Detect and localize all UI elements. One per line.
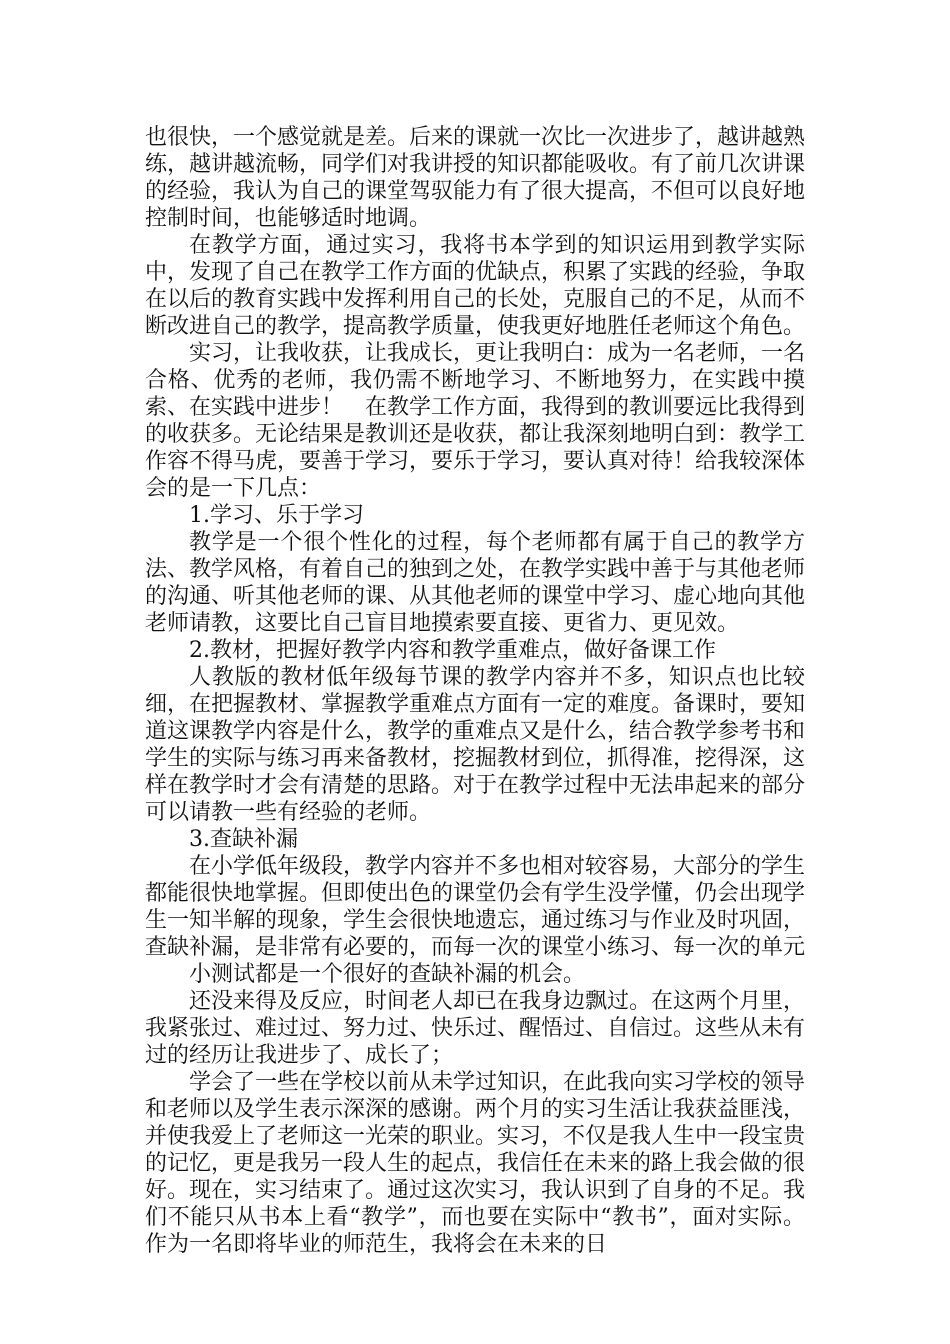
section-heading-3: 3.查缺补漏 xyxy=(189,827,298,852)
paragraph-2: 在教学方面，通过实习，我将书本学到的知识运用到教学实际中，发现了自己在教学工作方面的优缺点，积累了实践的经验，争取在以后的教育实践中发挥利用自己的长处，克服自己的不足，从而不断改进自己的教学，提高教学质量，使我更好地胜任老师这个角色。 xyxy=(145,233,806,339)
paragraph-5: 人教版的教材低年级每节课的教学内容并不多，知识点也比较细，在把握教材、掌握教学重难点方面有一定的难度。备课时，要知道这课教学内容是什么，教学的重难点又是什么，结合教学参考书和学生的实际与练习再来备教材，挖掘教材到位，抓得准，挖得深，这样在教学时才会有清楚的思路。对于在教学过程中无法串起来的部分可以请教一些有经验的老师。 xyxy=(145,665,806,825)
paragraph-1: 也很快，一个感觉就是差。后来的课就一次比一次进步了，越讲越熟练，越讲越流畅，同学们对我讲授的知识都能吸收。有了前几次讲课的经验，我认为自己的课堂驾驭能力有了很大提高，不但可以良好地控制时间，也能够适时地调。 xyxy=(145,125,806,231)
paragraph-6: 在小学低年级段，教学内容并不多也相对较容易，大部分的学生都能很快地掌握。但即使出色的课堂仍会有学生没学懂，仍会出现学生一知半解的现象，学生会很快地遗忘，通过练习与作业及时巩固，查缺补漏，是非常有必要的，而每一次的课堂小练习、每一次的单元 xyxy=(145,854,806,960)
paragraph-4: 教学是一个很个性化的过程，每个老师都有属于自己的教学方法、教学风格，有着自己的独到之处，在教学实践中善于与其他老师的沟通、听其他老师的课、从其他老师的课堂中学习、虚心地向其他老师请教，这要比自己盲目地摸索要直接、更省力、更见效。 xyxy=(145,530,806,636)
section-heading-1: 1.学习、乐于学习 xyxy=(189,503,364,528)
section-heading-2: 2.教材，把握好教学内容和教学重难点，做好备课工作 xyxy=(189,638,716,663)
paragraph-9: 学会了一些在学校以前从未学过知识，在此我向实习学校的领导和老师以及学生表示深深的感谢。两个月的实习生活让我获益匪浅，并使我爱上了老师这一光荣的职业。实习，不仅是我人生中一段宝贵的记忆，更是我另一段人生的起点，我信任在未来的路上我会做的很好。现在，实习结束了。通过这次实习，我认识到了自身的不足。我们不能只从书本上看“教学”，而也要在实际中“教书”，面对实际。作为一名即将毕业的师范生，我将会在未来的日 xyxy=(145,1070,806,1257)
paragraph-3: 实习，让我收获，让我成长，更让我明白：成为一名老师，一名合格、优秀的老师，我仍需不断地学习、不断地努力，在实践中摸索、在实践中进步！ 在教学工作方面，我得到的教训要远比我得到的收获多。无论结果是教训还是收获，都让我深刻地明白到：教学工作容不得马虎，要善于学习，要乐于学习，要认真对待！给我较深体会的是一下几点： xyxy=(145,341,806,501)
paragraph-8: 还没来得及反应，时间老人却已在我身边飘过。在这两个月里，我紧张过、难过过、努力过、快乐过、醒悟过、自信过。这些从未有过的经历让我进步了、成长了； xyxy=(145,989,806,1068)
document-page xyxy=(145,124,805,1258)
paragraph-7: 小测试都是一个很好的查缺补漏的机会。 xyxy=(189,962,586,987)
